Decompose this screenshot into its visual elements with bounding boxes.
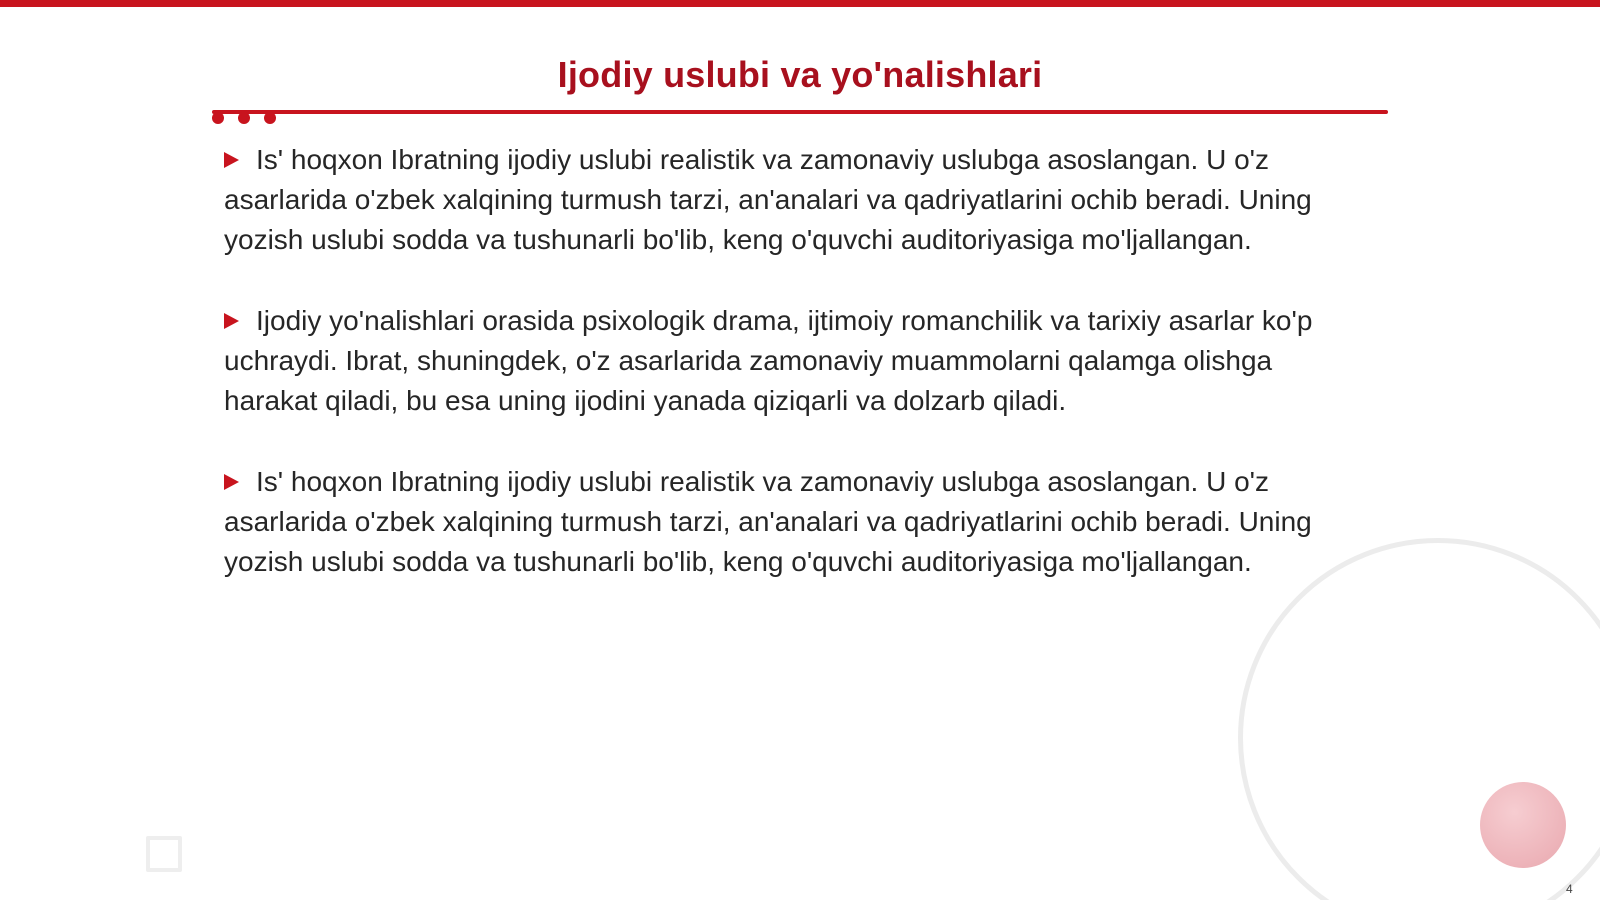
slide-title: Ijodiy uslubi va yo'nalishlari (557, 54, 1043, 95)
title-dots (212, 112, 276, 124)
bullet-paragraph (224, 301, 1364, 421)
dot-icon (264, 112, 276, 124)
triangle-right-icon (224, 474, 239, 490)
top-accent-bar (0, 0, 1600, 7)
bullet-list (224, 140, 1364, 623)
title-underline (212, 110, 1388, 114)
bullet-text: Ijodiy yo'nalishlari orasida psixologik drama, ijtimoiy romanchilik va tarixiy asarlar ko'p uchraydi. Ibrat, shuningdek, o'z asarlarida zamonaviy muammolarni qalamga olishga harakat qiladi, bu esa uning ijodini yanada qiziqarli va dolzarb qiladi. (224, 305, 1313, 416)
dot-icon (212, 112, 224, 124)
decorative-pink-circle (1480, 782, 1566, 868)
bullet-paragraph (224, 140, 1364, 260)
dot-icon (238, 112, 250, 124)
decorative-square-outline (146, 836, 182, 872)
page-number: 4 (1566, 882, 1573, 896)
bullet-paragraph (224, 462, 1364, 582)
triangle-right-icon (224, 152, 239, 168)
bullet-text: Is' hoqxon Ibratning ijodiy uslubi realistik va zamonaviy uslubga asoslangan. U o'z asarlarida o'zbek xalqining turmush tarzi, an'analari va qadriyatlarini ochib beradi. Uning yozish uslubi sodda va tushunarli bo'lib, keng o'quvchi auditoriyasiga mo'ljallangan. (224, 144, 1312, 255)
bullet-text: Is' hoqxon Ibratning ijodiy uslubi realistik va zamonaviy uslubga asoslangan. U o'z asarlarida o'zbek xalqining turmush tarzi, an'analari va qadriyatlarini ochib beradi. Uning yozish uslubi sodda va tushunarli bo'lib, keng o'quvchi auditoriyasiga mo'ljallangan. (224, 466, 1312, 577)
triangle-right-icon (224, 313, 239, 329)
